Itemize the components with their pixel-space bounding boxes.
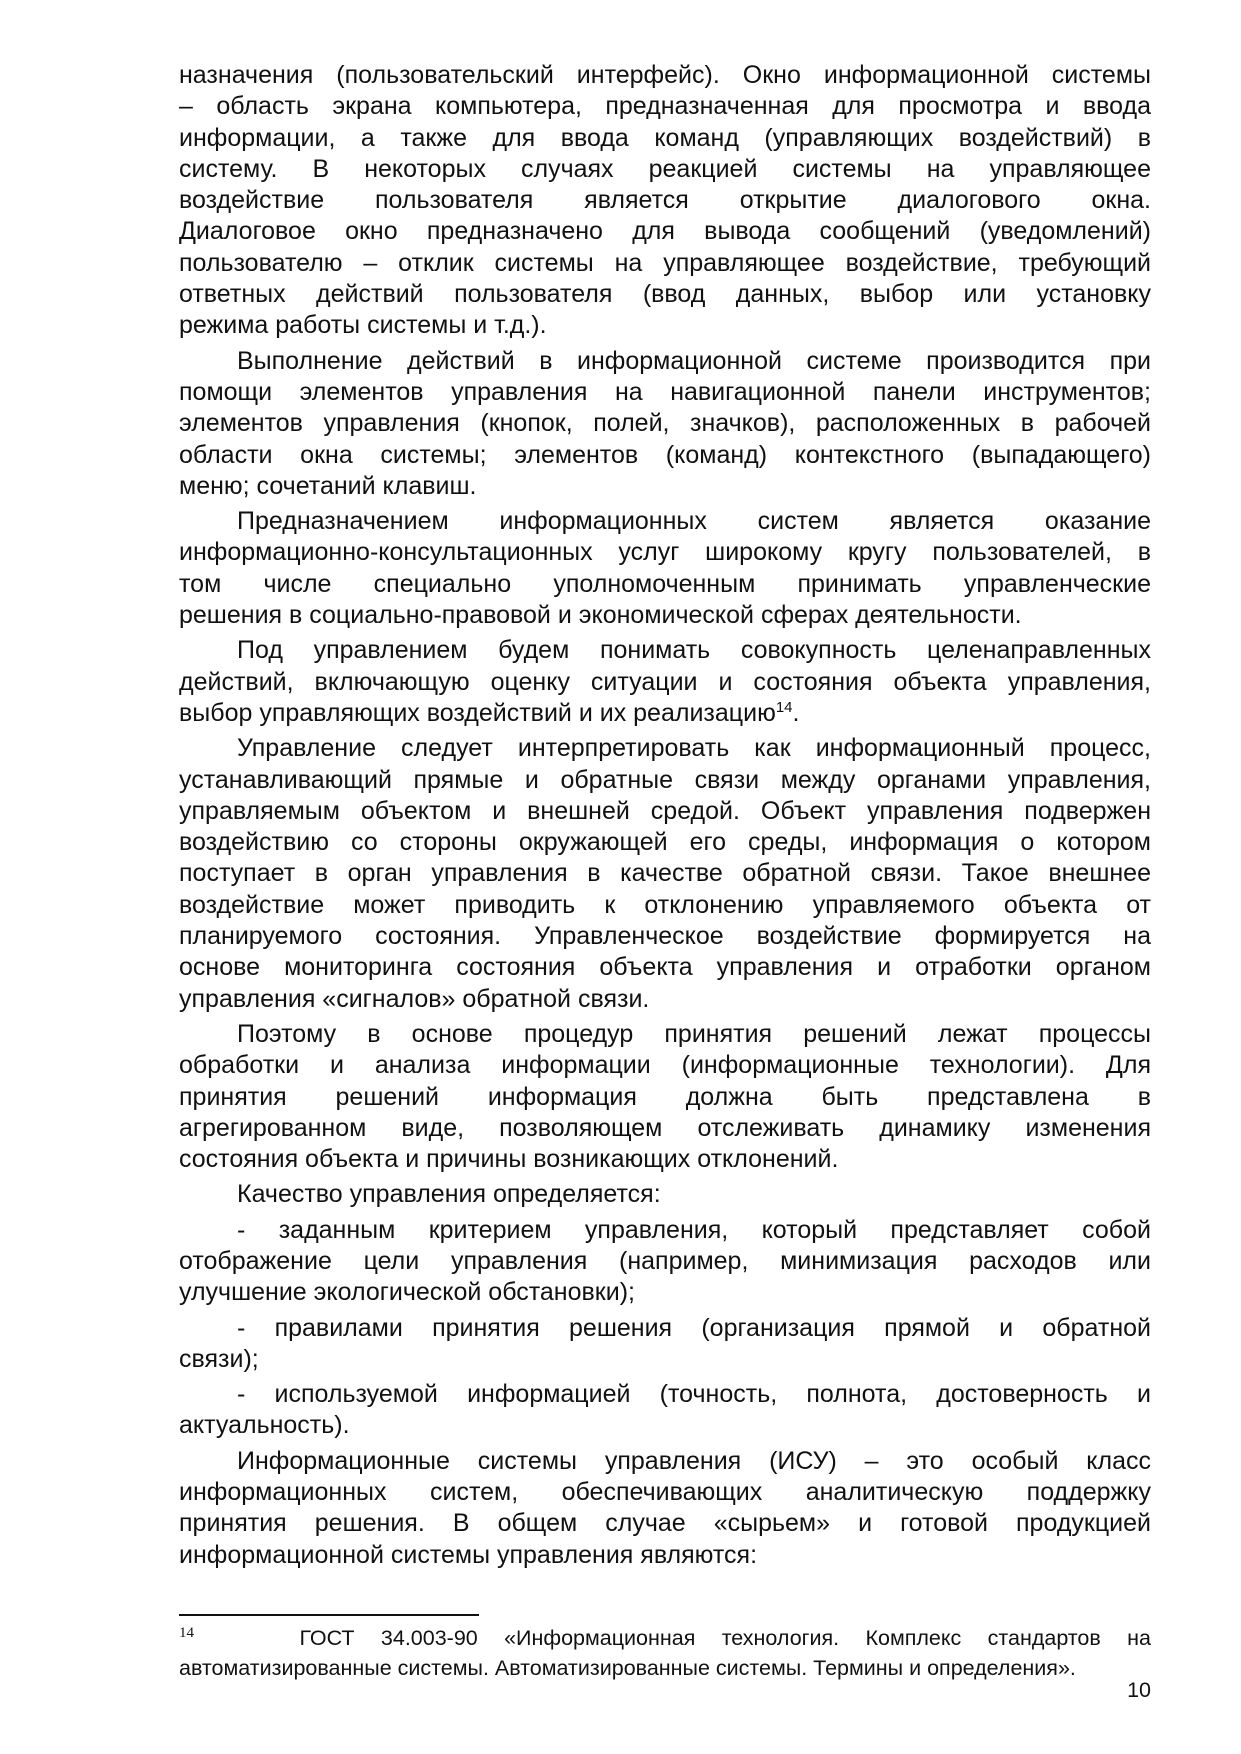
paragraph <box>179 1313 1151 1376</box>
text-line: воздействию со стороны окружающей его среды, информация о котором <box>179 828 1151 857</box>
text-line: том числе специально уполномоченным принимать управленческие <box>179 569 1151 598</box>
text-line: состояния объекта и причины возникающих отклонений. <box>179 1145 839 1174</box>
text-line: решения в социально-правовой и экономической сферах деятельности. <box>179 601 1022 630</box>
text-line: воздействие пользователя является открытие диалогового окна. <box>179 186 1151 215</box>
footnote-reference[interactable]: 14 <box>775 698 793 716</box>
text-line: Качество управления определяется: <box>237 1180 661 1209</box>
paragraph <box>179 346 1151 502</box>
text-line: информации, а также для ввода команд (управляющих воздействий) в <box>179 123 1151 152</box>
text-line: обработки и анализа информации (информационные технологии). Для <box>179 1051 1151 1080</box>
text-line: основе мониторинга состояния объекта управления и отработки органом <box>179 953 1151 982</box>
text-line: принятия решения. В общем случае «сырьем» и готовой продукцией <box>179 1509 1151 1538</box>
paragraph <box>179 635 1151 729</box>
paragraph <box>179 1446 1151 1571</box>
paragraph <box>179 1215 1151 1309</box>
footnote-text: ГОСТ 34.003-90 «Информационная технология. Комплекс стандартов на <box>299 1626 1151 1650</box>
text-line: назначения (пользовательский интерфейс). Окно информационной системы <box>179 61 1151 89</box>
text-line: Под управлением будем понимать совокупность целенаправленных <box>237 636 1151 665</box>
text-line: - заданным критерием управления, который представляет собой <box>237 1215 1151 1244</box>
text-line: планируемого состояния. Управленческое воздействие формируется на <box>179 922 1151 951</box>
text-line: воздействие может приводить к отклонению управляемого объекта от <box>179 890 1151 919</box>
text-line: Управление следует интерпретировать как информационный процесс, <box>237 734 1151 763</box>
page-number: 10 <box>1127 1678 1151 1702</box>
text-line: управляемым объектом и внешней средой. Объект управления подвержен <box>179 796 1151 825</box>
text-line: систему. В некоторых случаях реакцией системы на управляющее <box>179 154 1151 183</box>
text-line: режима работы системы и т.д.). <box>179 311 547 340</box>
footnote-line: автоматизированные системы. Автоматизированные системы. Термины и определения». <box>179 1656 1076 1680</box>
paragraph <box>179 1019 1151 1175</box>
text-line: Информационные системы управления (ИСУ) – это особый класс <box>237 1446 1151 1475</box>
text-line: информационных систем, обеспечивающих аналитическую поддержку <box>179 1478 1151 1507</box>
text-line: области окна системы; элементов (команд) контекстного (выпадающего) <box>179 440 1151 469</box>
footnote <box>179 1623 1151 1683</box>
paragraph <box>179 60 1151 342</box>
paragraph <box>179 733 1151 1015</box>
footnote-line <box>179 1623 1151 1653</box>
text-line: устанавливающий прямые и обратные связи между органами управления, <box>179 765 1151 794</box>
text-line: действий, включающую оценку ситуации и состояния объекта управления, <box>179 667 1151 696</box>
text-line: информационно-консультационных услуг широкому кругу пользователей, в <box>179 538 1151 567</box>
text-line: пользователю – отклик системы на управляющее воздействие, требующий <box>179 248 1151 277</box>
text-line: информационной системы управления являются: <box>179 1540 758 1569</box>
text-line: помощи элементов управления на навигационной панели инструментов; <box>179 377 1151 406</box>
text-line: - используемой информацией (точность, полнота, достоверность и <box>237 1380 1151 1409</box>
text-line: меню; сочетаний клавиш. <box>179 471 477 500</box>
footnote-separator <box>179 1614 479 1616</box>
text-line: агрегированном виде, позволяющем отслеживать динамику изменения <box>179 1113 1151 1142</box>
paragraph <box>179 1379 1151 1442</box>
paragraph <box>179 506 1151 631</box>
text-line: актуальность). <box>179 1411 350 1440</box>
text-line: элементов управления (кнопок, полей, значков), расположенных в рабочей <box>179 409 1151 438</box>
text-line: поступает в орган управления в качестве обратной связи. Такое внешнее <box>179 859 1151 888</box>
text-line: Поэтому в основе процедур принятия решений лежат процессы <box>237 1019 1151 1048</box>
text-line: улучшение экологической обстановки); <box>179 1278 635 1307</box>
body-text <box>179 60 1151 1575</box>
text-line: Диалоговое окно предназначено для вывода сообщений (уведомлений) <box>179 217 1151 246</box>
text-line: выбор управляющих воздействий и их реализацию$^{14}$. <box>179 698 800 727</box>
text-line: управления «сигналов» обратной связи. <box>179 984 650 1013</box>
text-line: – область экрана компьютера, предназначенная для просмотра и ввода <box>179 92 1151 121</box>
text-line: принятия решений информация должна быть представлена в <box>179 1082 1151 1111</box>
text-line: Предназначением информационных систем является оказание <box>237 507 1151 536</box>
text-line: связи); <box>179 1344 259 1373</box>
footnote-number: 14 <box>179 1625 194 1641</box>
text-line: ответных действий пользователя (ввод данных, выбор или установку <box>179 280 1151 309</box>
paragraph <box>179 1179 1151 1210</box>
text-line: - правилами принятия решения (организация прямой и обратной <box>237 1313 1151 1342</box>
text-line: отображение цели управления (например, минимизация расходов или <box>179 1246 1151 1275</box>
text-line: Выполнение действий в информационной системе производится при <box>237 346 1151 375</box>
